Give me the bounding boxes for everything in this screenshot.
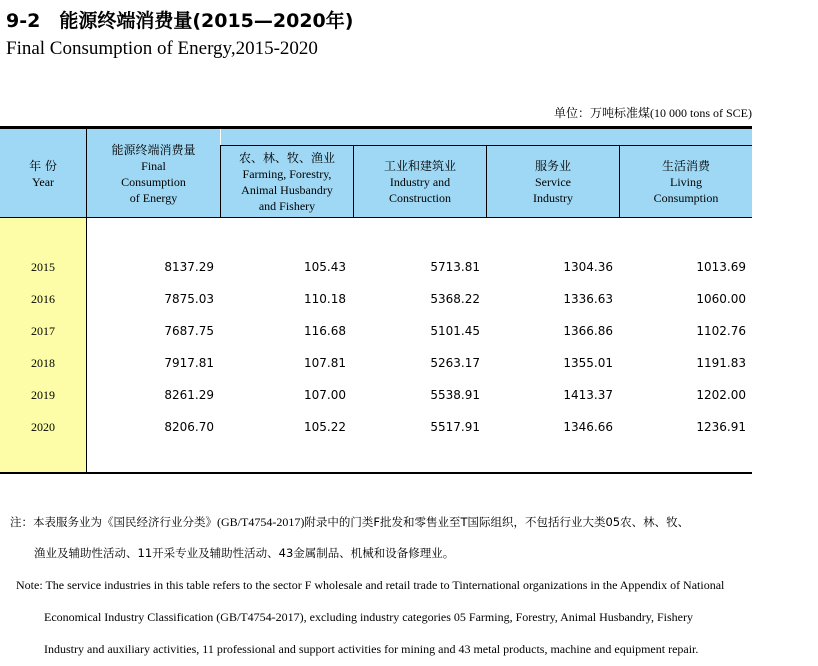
unit-label [554,104,752,121]
table-row [0,412,752,444]
header-top-band [221,129,752,145]
cell-industry: 5713.81 [430,260,480,274]
header-farming-en-3: and Fishery [258,198,316,213]
cell-farming: 107.81 [304,356,346,370]
cell-total: 7687.75 [164,324,214,338]
cell-year: 2015 [31,260,55,274]
cell-total: 7917.81 [164,356,214,370]
cell-industry: 5517.91 [430,420,480,434]
table-row [0,348,752,380]
header-farming [221,145,353,218]
header-divider [220,145,221,218]
header-year [0,129,86,218]
header-industry-en-1: Industry and [389,174,451,189]
header-service-cn: 服务业 [534,158,571,173]
header-farming-en-2: Animal Husbandry [241,182,333,197]
header-year-cn: 年 份 [29,158,57,173]
table-row [0,252,752,284]
cell-industry: 5368.22 [430,292,480,306]
table-row [0,284,752,316]
header-farming-cn: 农、林、牧、渔业 [238,150,335,165]
header-subrule [220,145,752,146]
cell-farming: 107.00 [304,388,346,402]
cell-year: 2019 [31,388,55,402]
header-year-en: Year [31,174,55,189]
cell-farming: 110.18 [304,292,346,306]
header-bottom-rule [0,217,752,218]
header-farming-en-1: Farming, Forestry, [242,166,332,181]
note-en-line-1: Note: The service industries in this table refers to the sector F wholesale and retail trade to Tinternational organizations in the Appendix of National [16,578,725,592]
header-industry [354,145,486,218]
cell-year: 2018 [31,356,55,370]
cell-industry: 5101.45 [430,324,480,338]
cell-total: 8137.29 [164,260,214,274]
cell-service: 1366.86 [563,324,613,338]
header-living-en-1: Living [670,174,702,189]
header-living-en-2: Consumption [653,190,719,205]
cell-service: 1413.37 [563,388,613,402]
header-industry-cn: 工业和建筑业 [383,158,456,173]
header-living [620,145,752,218]
cell-total: 8206.70 [164,420,214,434]
header-service [487,145,619,218]
header-service-en-1: Service [535,174,571,189]
cell-farming: 105.22 [304,420,346,434]
header-divider [353,145,354,218]
cell-year: 2020 [31,420,55,434]
note-en-line-2: Economical Industry Classification (GB/T4754-2017), excluding industry categories 05 Farming, Forestry, Animal Husbandry, Fishery [44,610,694,624]
cell-service: 1346.66 [563,420,613,434]
cell-industry: 5263.17 [430,356,480,370]
header-service-en-2: Industry [533,190,573,205]
header-total-cn: 能源终端消费量 [111,142,196,157]
cell-service: 1355.01 [563,356,613,370]
cell-farming: 116.68 [304,324,346,338]
note-cn-line-2: 渔业及辅助性活动、11开采专业及辅助性活动、43金属制品、机械和设备修理业。 [34,546,455,560]
cell-total: 8261.29 [164,388,214,402]
header-total-en-2: Consumption [121,174,186,189]
table-row [0,380,752,412]
cell-living: 1191.83 [696,356,746,370]
cell-year: 2016 [31,292,55,306]
cell-year: 2017 [31,324,55,338]
table-row [0,316,752,348]
cell-living: 1060.00 [696,292,746,306]
header-total-en-1: Final [141,158,166,173]
header-living-cn: 生活消费 [661,158,710,173]
cell-total: 7875.03 [164,292,214,306]
note-en-line-3: Industry and auxiliary activities, 11 professional and support activities for mining and 43 metal products, machine and equipment repair. [44,642,699,656]
header-total-en-3: of Energy [129,190,178,205]
header-industry-en-2: Construction [389,190,451,205]
cell-service: 1336.63 [563,292,613,306]
unit-label-en: (10 000 tons of SCE) [650,106,752,120]
note-cn-line-1 [10,514,689,530]
cell-living: 1102.76 [696,324,746,338]
cell-living: 1236.91 [696,420,746,434]
table-bottom-rule [0,472,752,474]
cell-industry: 5538.91 [430,388,480,402]
cell-living: 1202.00 [696,388,746,402]
table-header [0,129,752,218]
page-title-chinese: 9-2 能源终端消费量(2015—2020年) [6,10,354,32]
header-divider [486,145,487,218]
header-divider [619,145,620,218]
header-divider [86,129,87,218]
cell-farming: 105.43 [304,260,346,274]
note-cn-1b: (GB/T4754-2017) [217,515,305,529]
page-title-english: Final Consumption of Energy,2015-2020 [6,38,318,59]
note-cn-1a: 注：本表服务业为《国民经济行业分类》 [10,515,217,529]
header-total [87,129,220,218]
note-cn-1c: 附录中的门类F批发和零售业至T国际组织，不包括行业大类05农、林、牧、 [304,515,690,529]
cell-service: 1304.36 [563,260,613,274]
unit-label-cn: 单位：万吨标准煤 [553,106,650,120]
cell-living: 1013.69 [696,260,746,274]
